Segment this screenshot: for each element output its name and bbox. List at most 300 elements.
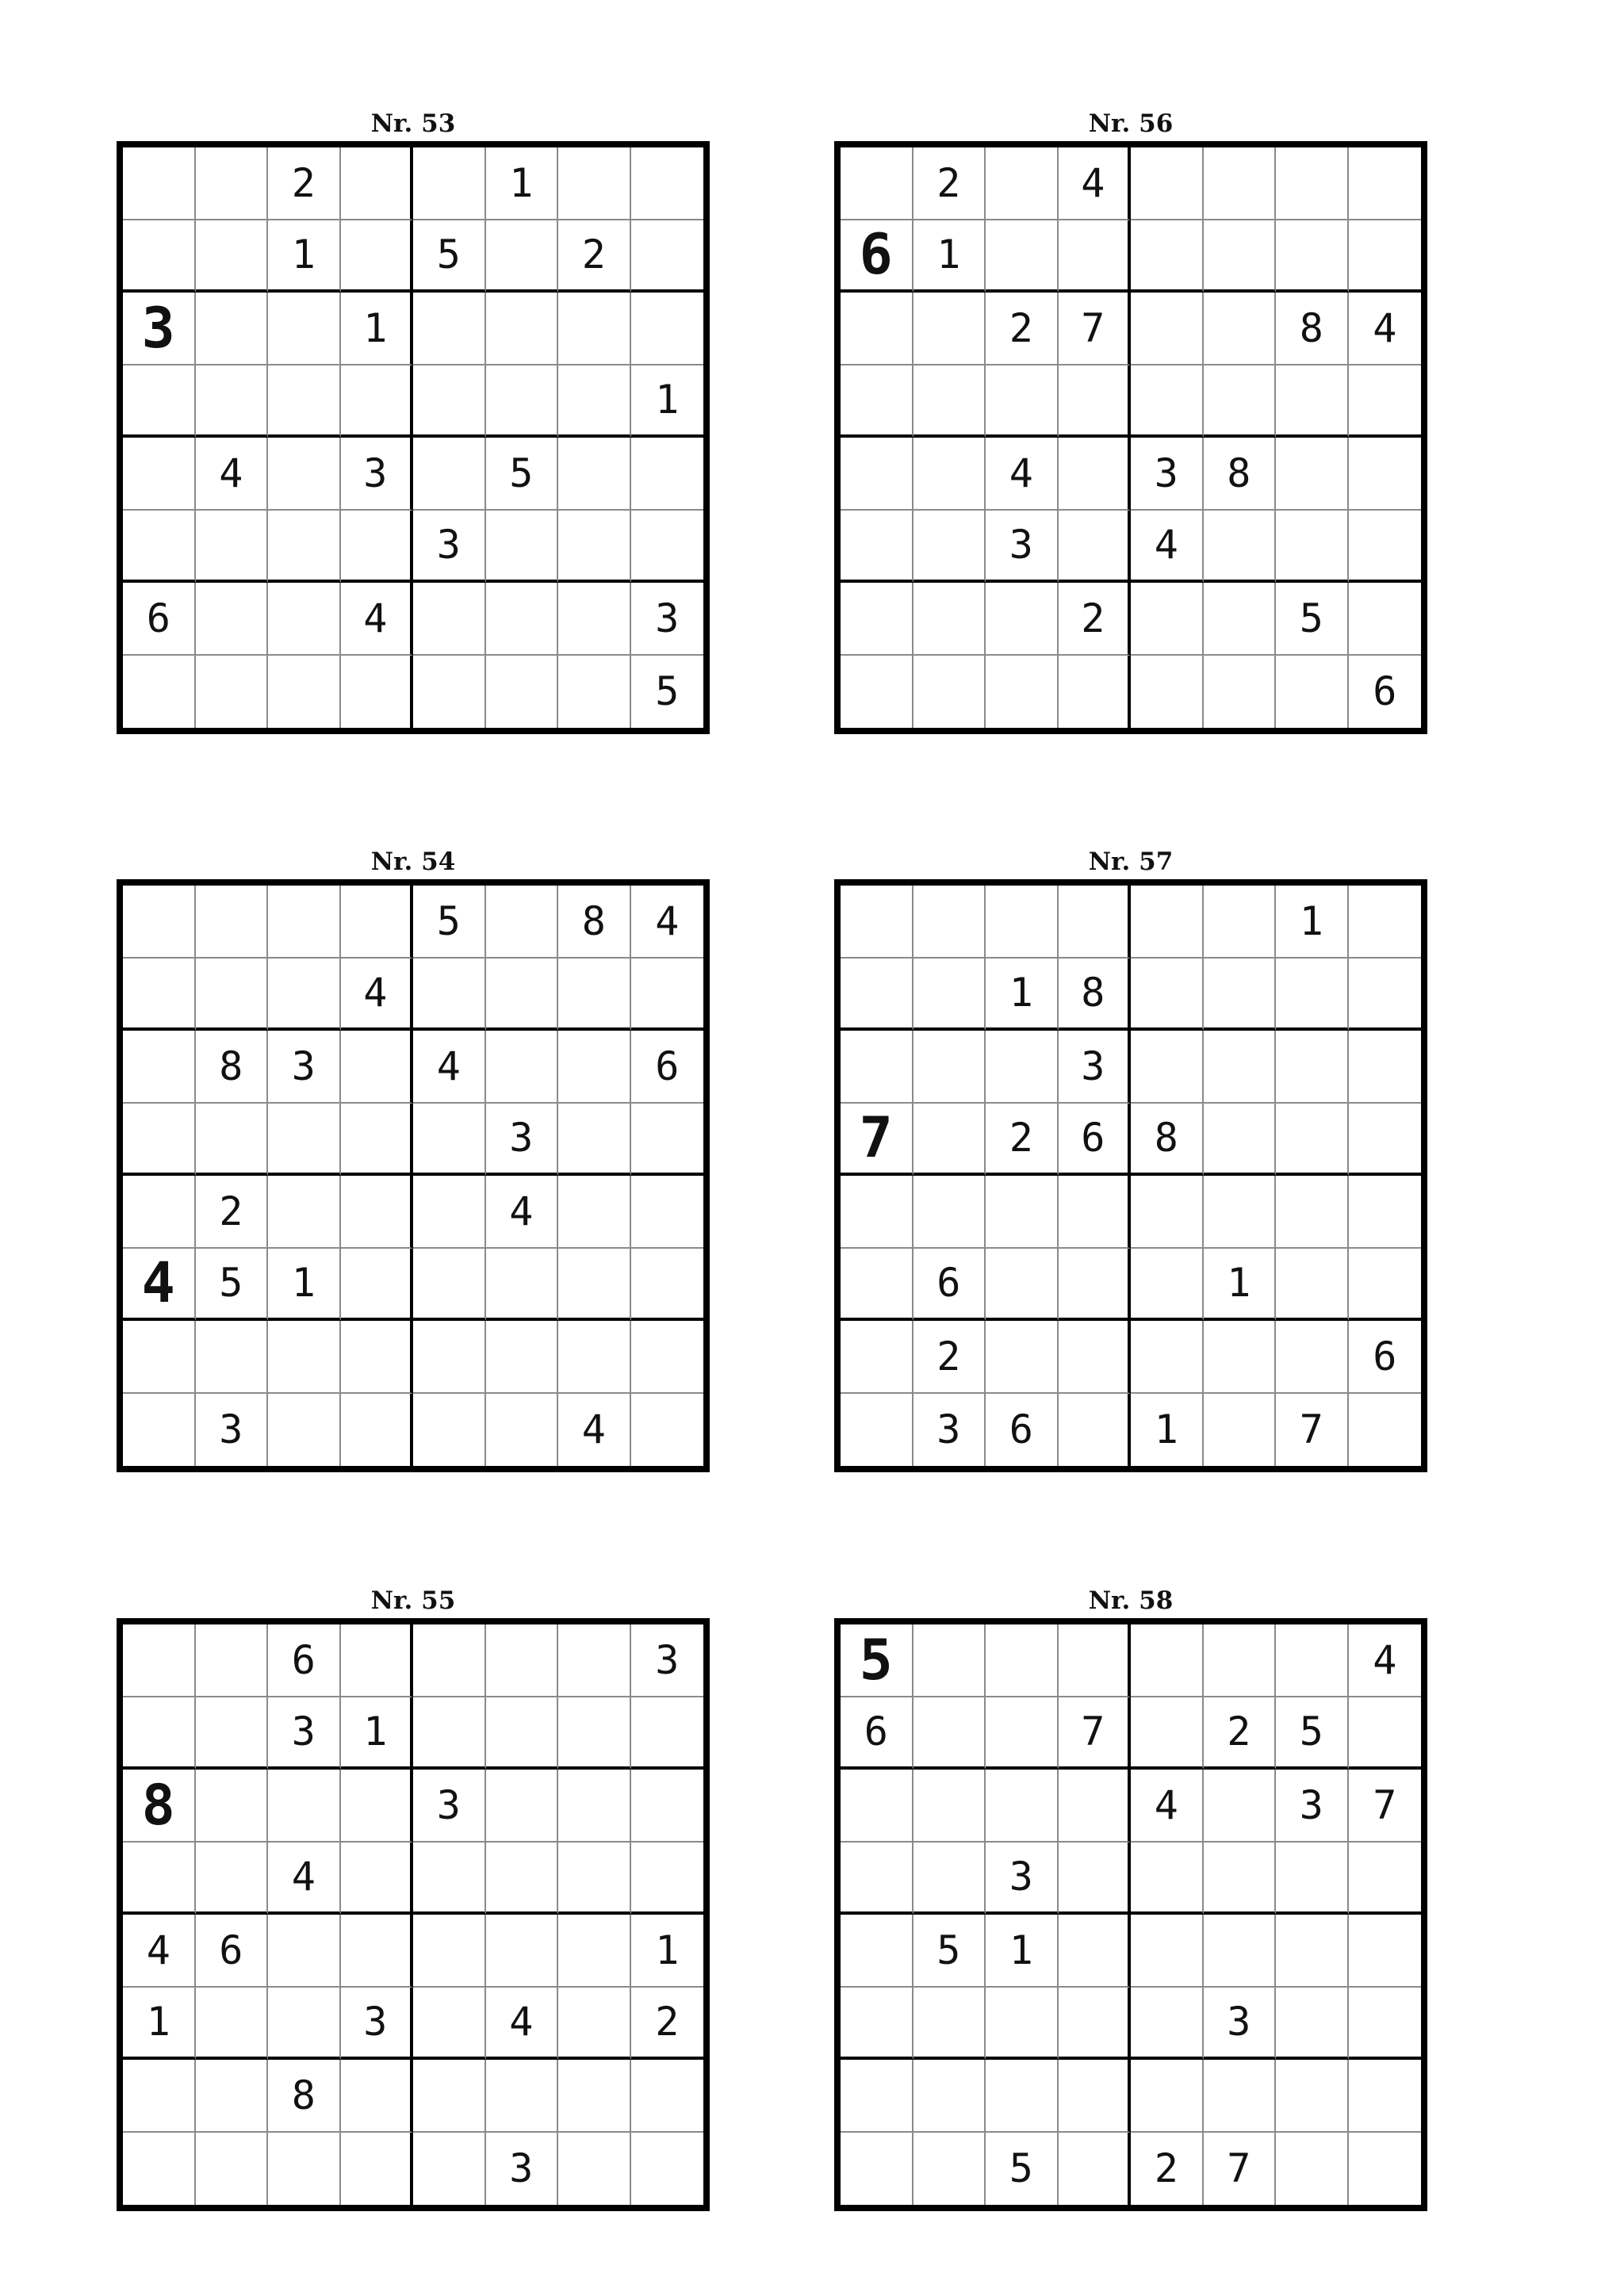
grid-cell[interactable]: 7 bbox=[1276, 1394, 1349, 1467]
grid-cell[interactable] bbox=[1059, 1770, 1132, 1843]
grid-cell[interactable]: 3 bbox=[123, 293, 196, 365]
grid-cell[interactable] bbox=[1204, 1321, 1277, 1394]
grid-cell[interactable] bbox=[1131, 656, 1204, 729]
grid-cell[interactable] bbox=[841, 438, 914, 511]
grid-cell[interactable] bbox=[914, 1104, 986, 1177]
grid-cell[interactable] bbox=[1131, 293, 1204, 365]
grid-cell[interactable] bbox=[1131, 1321, 1204, 1394]
grid-cell[interactable] bbox=[196, 2133, 269, 2206]
grid-cell[interactable] bbox=[986, 1988, 1059, 2061]
grid-cell[interactable] bbox=[1131, 365, 1204, 438]
grid-cell[interactable]: 4 bbox=[986, 438, 1059, 511]
grid-cell[interactable] bbox=[268, 2133, 341, 2206]
grid-cell[interactable] bbox=[341, 1321, 414, 1394]
grid-cell[interactable] bbox=[196, 293, 269, 365]
grid-cell[interactable] bbox=[841, 365, 914, 438]
grid-cell[interactable]: 3 bbox=[1276, 1770, 1349, 1843]
grid-cell[interactable] bbox=[914, 1031, 986, 1104]
grid-cell[interactable]: 7 bbox=[1204, 2133, 1277, 2206]
grid-cell[interactable]: 1 bbox=[123, 1988, 196, 2061]
grid-cell[interactable] bbox=[914, 1988, 986, 2061]
grid-cell[interactable] bbox=[196, 1321, 269, 1394]
grid-cell[interactable] bbox=[558, 293, 631, 365]
grid-cell[interactable] bbox=[914, 293, 986, 365]
grid-cell[interactable] bbox=[196, 656, 269, 729]
grid-cell[interactable] bbox=[1131, 959, 1204, 1031]
grid-cell[interactable] bbox=[123, 656, 196, 729]
grid-cell[interactable] bbox=[841, 1988, 914, 2061]
grid-cell[interactable] bbox=[986, 2060, 1059, 2133]
grid-cell[interactable] bbox=[413, 365, 486, 438]
grid-cell[interactable] bbox=[914, 656, 986, 729]
grid-cell[interactable] bbox=[1059, 220, 1132, 293]
grid-cell[interactable] bbox=[1276, 1176, 1349, 1249]
grid-cell[interactable] bbox=[123, 1697, 196, 1770]
grid-cell[interactable] bbox=[558, 1915, 631, 1988]
grid-cell[interactable] bbox=[1131, 1697, 1204, 1770]
grid-cell[interactable] bbox=[1059, 365, 1132, 438]
grid-cell[interactable]: 1 bbox=[1131, 1394, 1204, 1467]
grid-cell[interactable] bbox=[631, 1104, 704, 1177]
grid-cell[interactable] bbox=[1276, 1321, 1349, 1394]
grid-cell[interactable]: 3 bbox=[196, 1394, 269, 1467]
grid-cell[interactable] bbox=[196, 1988, 269, 2061]
grid-cell[interactable] bbox=[1059, 1624, 1132, 1697]
grid-cell[interactable]: 3 bbox=[268, 1697, 341, 1770]
grid-cell[interactable] bbox=[841, 1176, 914, 1249]
grid-cell[interactable] bbox=[1204, 1031, 1277, 1104]
grid-cell[interactable] bbox=[841, 2133, 914, 2206]
grid-cell[interactable] bbox=[196, 1104, 269, 1177]
grid-cell[interactable] bbox=[1349, 959, 1422, 1031]
grid-cell[interactable] bbox=[914, 1176, 986, 1249]
grid-cell[interactable] bbox=[1276, 1988, 1349, 2061]
grid-cell[interactable] bbox=[631, 2060, 704, 2133]
grid-cell[interactable] bbox=[1276, 1104, 1349, 1177]
grid-cell[interactable]: 8 bbox=[1204, 438, 1277, 511]
grid-cell[interactable]: 3 bbox=[341, 438, 414, 511]
grid-cell[interactable] bbox=[196, 2060, 269, 2133]
grid-cell[interactable] bbox=[1276, 1843, 1349, 1915]
grid-cell[interactable] bbox=[986, 583, 1059, 656]
grid-cell[interactable] bbox=[413, 1843, 486, 1915]
grid-cell[interactable] bbox=[413, 1394, 486, 1467]
grid-cell[interactable] bbox=[1204, 1624, 1277, 1697]
grid-cell[interactable] bbox=[841, 1394, 914, 1467]
grid-cell[interactable] bbox=[1204, 656, 1277, 729]
grid-cell[interactable] bbox=[268, 1176, 341, 1249]
grid-cell[interactable]: 1 bbox=[486, 147, 559, 220]
grid-cell[interactable] bbox=[1349, 1394, 1422, 1467]
grid-cell[interactable]: 7 bbox=[1059, 293, 1132, 365]
grid-cell[interactable] bbox=[341, 656, 414, 729]
grid-cell[interactable] bbox=[123, 1031, 196, 1104]
grid-cell[interactable] bbox=[841, 583, 914, 656]
grid-cell[interactable] bbox=[123, 1176, 196, 1249]
grid-cell[interactable] bbox=[413, 1697, 486, 1770]
grid-cell[interactable] bbox=[1204, 1176, 1277, 1249]
grid-cell[interactable] bbox=[413, 2133, 486, 2206]
grid-cell[interactable] bbox=[1204, 511, 1277, 584]
grid-cell[interactable] bbox=[986, 886, 1059, 959]
grid-cell[interactable] bbox=[1349, 147, 1422, 220]
grid-cell[interactable]: 2 bbox=[1131, 2133, 1204, 2206]
grid-cell[interactable] bbox=[558, 1249, 631, 1322]
grid-cell[interactable] bbox=[341, 1915, 414, 1988]
grid-cell[interactable]: 3 bbox=[413, 511, 486, 584]
grid-cell[interactable] bbox=[558, 1697, 631, 1770]
grid-cell[interactable]: 3 bbox=[341, 1988, 414, 2061]
grid-cell[interactable] bbox=[1204, 365, 1277, 438]
grid-cell[interactable] bbox=[558, 438, 631, 511]
grid-cell[interactable] bbox=[486, 1843, 559, 1915]
grid-cell[interactable] bbox=[986, 1321, 1059, 1394]
grid-cell[interactable] bbox=[123, 2133, 196, 2206]
grid-cell[interactable]: 5 bbox=[986, 2133, 1059, 2206]
grid-cell[interactable] bbox=[413, 959, 486, 1031]
grid-cell[interactable]: 4 bbox=[196, 438, 269, 511]
grid-cell[interactable] bbox=[914, 511, 986, 584]
grid-cell[interactable] bbox=[486, 1697, 559, 1770]
grid-cell[interactable] bbox=[1276, 147, 1349, 220]
grid-cell[interactable] bbox=[268, 1104, 341, 1177]
grid-cell[interactable] bbox=[341, 147, 414, 220]
grid-cell[interactable] bbox=[1204, 1394, 1277, 1467]
grid-cell[interactable]: 4 bbox=[558, 1394, 631, 1467]
grid-cell[interactable] bbox=[1276, 2133, 1349, 2206]
grid-cell[interactable]: 4 bbox=[486, 1176, 559, 1249]
grid-cell[interactable]: 3 bbox=[1204, 1988, 1277, 2061]
grid-cell[interactable] bbox=[486, 365, 559, 438]
grid-cell[interactable] bbox=[841, 1031, 914, 1104]
grid-cell[interactable]: 4 bbox=[341, 959, 414, 1031]
grid-cell[interactable] bbox=[841, 656, 914, 729]
grid-cell[interactable] bbox=[558, 1321, 631, 1394]
grid-cell[interactable] bbox=[558, 365, 631, 438]
grid-cell[interactable] bbox=[841, 1249, 914, 1322]
grid-cell[interactable] bbox=[1204, 1843, 1277, 1915]
grid-cell[interactable] bbox=[631, 511, 704, 584]
grid-cell[interactable]: 1 bbox=[1204, 1249, 1277, 1322]
grid-cell[interactable] bbox=[1276, 511, 1349, 584]
grid-cell[interactable] bbox=[1131, 2060, 1204, 2133]
grid-cell[interactable] bbox=[413, 1176, 486, 1249]
grid-cell[interactable] bbox=[196, 886, 269, 959]
grid-cell[interactable] bbox=[486, 1249, 559, 1322]
grid-cell[interactable] bbox=[1349, 1915, 1422, 1988]
grid-cell[interactable] bbox=[1059, 1321, 1132, 1394]
grid-cell[interactable]: 5 bbox=[841, 1624, 914, 1697]
grid-cell[interactable] bbox=[1204, 2060, 1277, 2133]
grid-cell[interactable] bbox=[841, 1915, 914, 1988]
grid-cell[interactable] bbox=[1204, 147, 1277, 220]
grid-cell[interactable] bbox=[486, 293, 559, 365]
grid-cell[interactable]: 6 bbox=[914, 1249, 986, 1322]
grid-cell[interactable] bbox=[986, 147, 1059, 220]
grid-cell[interactable] bbox=[123, 2060, 196, 2133]
grid-cell[interactable] bbox=[1276, 2060, 1349, 2133]
grid-cell[interactable] bbox=[914, 1843, 986, 1915]
grid-cell[interactable] bbox=[1276, 1031, 1349, 1104]
grid-cell[interactable] bbox=[341, 1031, 414, 1104]
grid-cell[interactable] bbox=[986, 365, 1059, 438]
grid-cell[interactable] bbox=[558, 1624, 631, 1697]
grid-cell[interactable] bbox=[486, 959, 559, 1031]
grid-cell[interactable] bbox=[914, 365, 986, 438]
grid-cell[interactable] bbox=[1059, 656, 1132, 729]
grid-cell[interactable] bbox=[1349, 1988, 1422, 2061]
grid-cell[interactable]: 7 bbox=[1349, 1770, 1422, 1843]
grid-cell[interactable] bbox=[341, 2060, 414, 2133]
grid-cell[interactable] bbox=[914, 886, 986, 959]
grid-cell[interactable]: 7 bbox=[841, 1104, 914, 1177]
grid-cell[interactable]: 1 bbox=[631, 1915, 704, 1988]
grid-cell[interactable] bbox=[1131, 1843, 1204, 1915]
grid-cell[interactable] bbox=[841, 886, 914, 959]
grid-cell[interactable] bbox=[1204, 583, 1277, 656]
grid-cell[interactable] bbox=[631, 220, 704, 293]
grid-cell[interactable]: 4 bbox=[631, 886, 704, 959]
grid-cell[interactable] bbox=[196, 959, 269, 1031]
grid-cell[interactable] bbox=[486, 220, 559, 293]
grid-cell[interactable]: 1 bbox=[341, 293, 414, 365]
grid-cell[interactable]: 5 bbox=[655, 668, 680, 715]
grid-cell[interactable] bbox=[1349, 438, 1422, 511]
grid-cell[interactable]: 5 bbox=[914, 1915, 986, 1988]
grid-cell[interactable]: 3 bbox=[631, 583, 704, 656]
grid-cell[interactable]: 3 bbox=[631, 1624, 704, 1697]
grid-cell[interactable] bbox=[1059, 1843, 1132, 1915]
grid-cell[interactable]: 3 bbox=[1131, 438, 1204, 511]
grid-cell[interactable] bbox=[1059, 1176, 1132, 1249]
grid-cell[interactable] bbox=[1059, 886, 1132, 959]
grid-cell[interactable] bbox=[123, 1321, 196, 1394]
grid-cell[interactable] bbox=[1349, 1249, 1422, 1322]
grid-cell[interactable]: 4 bbox=[413, 1031, 486, 1104]
grid-cell[interactable]: 6 bbox=[841, 220, 914, 293]
grid-cell[interactable] bbox=[558, 147, 631, 220]
grid-cell[interactable] bbox=[1204, 1104, 1277, 1177]
grid-cell[interactable] bbox=[1276, 220, 1349, 293]
grid-cell[interactable] bbox=[1059, 2133, 1132, 2206]
grid-cell[interactable] bbox=[486, 583, 559, 656]
grid-cell[interactable] bbox=[1349, 1843, 1422, 1915]
grid-cell[interactable] bbox=[341, 1394, 414, 1467]
grid-cell[interactable] bbox=[1131, 886, 1204, 959]
grid-cell[interactable] bbox=[631, 438, 704, 511]
grid-cell[interactable] bbox=[1204, 886, 1277, 959]
grid-cell[interactable] bbox=[341, 220, 414, 293]
grid-cell[interactable]: 4 bbox=[268, 1843, 341, 1915]
grid-cell[interactable]: 3 bbox=[486, 2133, 559, 2206]
grid-cell[interactable] bbox=[1276, 959, 1349, 1031]
grid-cell[interactable] bbox=[1276, 1915, 1349, 1988]
grid-cell[interactable] bbox=[914, 1770, 986, 1843]
grid-cell[interactable] bbox=[1059, 511, 1132, 584]
grid-cell[interactable]: 4 bbox=[123, 1249, 196, 1322]
grid-cell[interactable] bbox=[1131, 1915, 1204, 1988]
grid-cell[interactable] bbox=[268, 1770, 341, 1843]
grid-cell[interactable] bbox=[486, 886, 559, 959]
grid-cell[interactable]: 2 bbox=[1204, 1697, 1277, 1770]
grid-cell[interactable] bbox=[268, 959, 341, 1031]
grid-cell[interactable]: 3 bbox=[986, 511, 1059, 584]
grid-cell[interactable] bbox=[1204, 959, 1277, 1031]
grid-cell[interactable] bbox=[841, 147, 914, 220]
grid-cell[interactable] bbox=[986, 656, 1059, 729]
grid-cell[interactable] bbox=[1059, 1915, 1132, 1988]
grid-cell[interactable]: 4 bbox=[341, 583, 414, 656]
grid-cell[interactable] bbox=[341, 1770, 414, 1843]
grid-cell[interactable] bbox=[631, 1843, 704, 1915]
grid-cell[interactable]: 3 bbox=[486, 1104, 559, 1177]
grid-cell[interactable] bbox=[413, 1249, 486, 1322]
grid-cell[interactable] bbox=[196, 220, 269, 293]
grid-cell[interactable] bbox=[413, 583, 486, 656]
grid-cell[interactable] bbox=[986, 1770, 1059, 1843]
grid-cell[interactable] bbox=[268, 365, 341, 438]
grid-cell[interactable] bbox=[1131, 1988, 1204, 2061]
grid-cell[interactable] bbox=[914, 583, 986, 656]
grid-cell[interactable] bbox=[1276, 1624, 1349, 1697]
grid-cell[interactable] bbox=[341, 886, 414, 959]
grid-cell[interactable]: 1 bbox=[631, 365, 704, 438]
grid-cell[interactable] bbox=[1349, 365, 1422, 438]
grid-cell[interactable] bbox=[558, 959, 631, 1031]
grid-cell[interactable] bbox=[631, 959, 704, 1031]
grid-cell[interactable] bbox=[341, 2133, 414, 2206]
grid-cell[interactable] bbox=[1204, 220, 1277, 293]
grid-cell[interactable]: 8 bbox=[196, 1031, 269, 1104]
grid-cell[interactable] bbox=[1276, 365, 1349, 438]
grid-cell[interactable] bbox=[914, 438, 986, 511]
grid-cell[interactable] bbox=[268, 583, 341, 656]
grid-cell[interactable] bbox=[196, 365, 269, 438]
grid-cell[interactable]: 5 bbox=[413, 220, 486, 293]
grid-cell[interactable]: 6 bbox=[631, 1031, 704, 1104]
grid-cell[interactable] bbox=[413, 1624, 486, 1697]
grid-cell[interactable] bbox=[841, 959, 914, 1031]
grid-cell[interactable] bbox=[631, 1770, 704, 1843]
grid-cell[interactable] bbox=[341, 1104, 414, 1177]
grid-cell[interactable]: 8 bbox=[1276, 293, 1349, 365]
grid-cell[interactable] bbox=[196, 1770, 269, 1843]
grid-cell[interactable] bbox=[841, 293, 914, 365]
grid-cell[interactable] bbox=[841, 2060, 914, 2133]
grid-cell[interactable] bbox=[486, 2060, 559, 2133]
grid-cell[interactable] bbox=[558, 1176, 631, 1249]
grid-cell[interactable]: 2 bbox=[986, 293, 1059, 365]
grid-cell[interactable] bbox=[123, 1624, 196, 1697]
grid-cell[interactable] bbox=[486, 1394, 559, 1467]
grid-cell[interactable] bbox=[914, 959, 986, 1031]
grid-cell[interactable] bbox=[986, 1249, 1059, 1322]
grid-cell[interactable] bbox=[841, 1843, 914, 1915]
grid-cell[interactable]: 6 bbox=[1059, 1104, 1132, 1177]
grid-cell[interactable] bbox=[914, 2060, 986, 2133]
grid-cell[interactable] bbox=[841, 511, 914, 584]
grid-cell[interactable] bbox=[268, 656, 341, 729]
grid-cell[interactable] bbox=[631, 147, 704, 220]
grid-cell[interactable]: 1 bbox=[1276, 886, 1349, 959]
grid-cell[interactable] bbox=[123, 1394, 196, 1467]
grid-cell[interactable]: 6 bbox=[123, 583, 196, 656]
grid-cell[interactable] bbox=[268, 293, 341, 365]
grid-cell[interactable] bbox=[413, 1915, 486, 1988]
grid-cell[interactable] bbox=[341, 1176, 414, 1249]
grid-cell[interactable]: 1 bbox=[986, 1915, 1059, 1988]
grid-cell[interactable] bbox=[486, 656, 559, 729]
grid-cell[interactable] bbox=[1059, 438, 1132, 511]
grid-cell[interactable]: 4 bbox=[1131, 1770, 1204, 1843]
grid-cell[interactable] bbox=[1059, 2060, 1132, 2133]
grid-cell[interactable]: 7 bbox=[1059, 1697, 1132, 1770]
grid-cell[interactable] bbox=[1349, 1104, 1422, 1177]
grid-cell[interactable] bbox=[631, 1697, 704, 1770]
grid-cell[interactable] bbox=[1349, 511, 1422, 584]
grid-cell[interactable]: 6 bbox=[196, 1915, 269, 1988]
grid-cell[interactable] bbox=[268, 1321, 341, 1394]
grid-cell[interactable] bbox=[413, 1321, 486, 1394]
grid-cell[interactable] bbox=[1059, 1394, 1132, 1467]
grid-cell[interactable]: 5 bbox=[196, 1249, 269, 1322]
grid-cell[interactable] bbox=[196, 511, 269, 584]
grid-cell[interactable] bbox=[558, 1104, 631, 1177]
grid-cell[interactable]: 2 bbox=[986, 1104, 1059, 1177]
grid-cell[interactable]: 3 bbox=[1059, 1031, 1132, 1104]
grid-cell[interactable]: 1 bbox=[986, 959, 1059, 1031]
grid-cell[interactable] bbox=[1349, 2060, 1422, 2133]
grid-cell[interactable] bbox=[1349, 1176, 1422, 1249]
grid-cell[interactable] bbox=[1349, 2133, 1422, 2206]
grid-cell[interactable]: 6 bbox=[1373, 668, 1397, 715]
grid-cell[interactable] bbox=[914, 1624, 986, 1697]
grid-cell[interactable] bbox=[1349, 1697, 1422, 1770]
grid-cell[interactable] bbox=[558, 1031, 631, 1104]
grid-cell[interactable]: 4 bbox=[1349, 1624, 1422, 1697]
grid-cell[interactable] bbox=[558, 1843, 631, 1915]
grid-cell[interactable] bbox=[1131, 1176, 1204, 1249]
grid-cell[interactable]: 2 bbox=[1059, 583, 1132, 656]
grid-cell[interactable] bbox=[413, 293, 486, 365]
grid-cell[interactable] bbox=[1204, 293, 1277, 365]
grid-cell[interactable] bbox=[1131, 1249, 1204, 1322]
grid-cell[interactable] bbox=[1131, 1624, 1204, 1697]
grid-cell[interactable]: 3 bbox=[268, 1031, 341, 1104]
grid-cell[interactable] bbox=[413, 147, 486, 220]
grid-cell[interactable] bbox=[413, 438, 486, 511]
grid-cell[interactable]: 8 bbox=[558, 886, 631, 959]
grid-cell[interactable] bbox=[123, 147, 196, 220]
grid-cell[interactable]: 4 bbox=[486, 1988, 559, 2061]
grid-cell[interactable]: 8 bbox=[123, 1770, 196, 1843]
grid-cell[interactable]: 6 bbox=[1349, 1321, 1422, 1394]
grid-cell[interactable] bbox=[841, 1321, 914, 1394]
grid-cell[interactable] bbox=[341, 1624, 414, 1697]
grid-cell[interactable]: 8 bbox=[1059, 959, 1132, 1031]
grid-cell[interactable]: 3 bbox=[914, 1394, 986, 1467]
grid-cell[interactable] bbox=[1204, 1915, 1277, 1988]
grid-cell[interactable] bbox=[123, 1104, 196, 1177]
grid-cell[interactable] bbox=[486, 1031, 559, 1104]
grid-cell[interactable] bbox=[196, 1843, 269, 1915]
grid-cell[interactable]: 4 bbox=[1349, 293, 1422, 365]
grid-cell[interactable] bbox=[986, 1624, 1059, 1697]
grid-cell[interactable] bbox=[341, 1843, 414, 1915]
grid-cell[interactable] bbox=[1349, 1031, 1422, 1104]
grid-cell[interactable] bbox=[196, 147, 269, 220]
grid-cell[interactable] bbox=[558, 1770, 631, 1843]
